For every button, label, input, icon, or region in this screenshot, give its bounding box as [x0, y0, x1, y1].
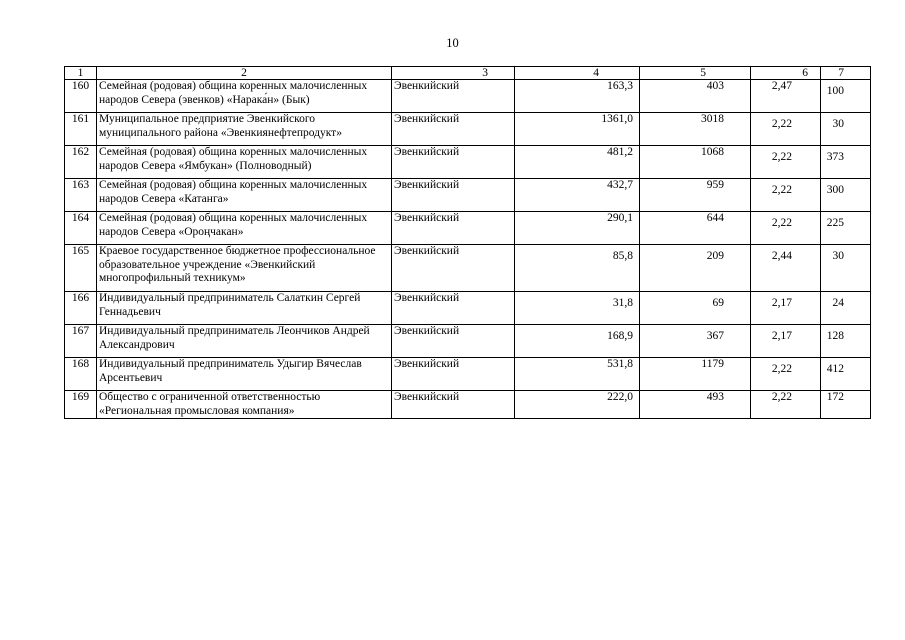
- table-row: [65, 212, 871, 245]
- district: Эвенкийский: [392, 358, 515, 391]
- value-col4: 1361,0: [515, 113, 640, 146]
- organization-name: Муниципальное предприятие Эвенкийского муниципального района «Эвенкиянефтепродукт»: [97, 113, 392, 146]
- column-header-6: 6: [751, 67, 821, 80]
- value-col7: 300: [821, 179, 871, 212]
- value-col6: 2,22: [751, 113, 821, 146]
- row-number: 163: [65, 179, 97, 212]
- organization-name: Семейная (родовая) община коренных малочисленных народов Севера «Катанга»: [97, 179, 392, 212]
- row-number: 168: [65, 358, 97, 391]
- value-col7: 100: [821, 80, 871, 113]
- district: Эвенкийский: [392, 391, 515, 419]
- table-row: [65, 292, 871, 325]
- organization-name: Индивидуальный предприниматель Леончиков Андрей Александрович: [97, 325, 392, 358]
- district: Эвенкийский: [392, 146, 515, 179]
- value-col5: 3018: [640, 113, 751, 146]
- value-col5: 209: [640, 245, 751, 292]
- value-col5: 644: [640, 212, 751, 245]
- value-col7: 30: [821, 245, 871, 292]
- page-number: 10: [446, 36, 459, 50]
- organization-name: Краевое государственное бюджетное профессиональное образовательное учреждение «Эвенкийский многопрофильный техникум»: [97, 245, 392, 292]
- column-header-5: 5: [640, 67, 751, 80]
- row-number: 164: [65, 212, 97, 245]
- value-col4: 531,8: [515, 358, 640, 391]
- row-number: 160: [65, 80, 97, 113]
- column-header-1: 1: [65, 67, 97, 80]
- table-row: [65, 146, 871, 179]
- column-header-7: 7: [821, 67, 871, 80]
- value-col4: 85,8: [515, 245, 640, 292]
- table-row: [65, 113, 871, 146]
- table-row: [65, 358, 871, 391]
- district: Эвенкийский: [392, 212, 515, 245]
- organization-name: Индивидуальный предприниматель Удыгир Вячеслав Арсентьевич: [97, 358, 392, 391]
- row-number: 169: [65, 391, 97, 419]
- value-col6: 2,22: [751, 212, 821, 245]
- data-table: [64, 66, 871, 419]
- organization-name: Индивидуальный предприниматель Салаткин Сергей Геннадьевич: [97, 292, 392, 325]
- value-col7: 172: [821, 391, 871, 419]
- row-number: 166: [65, 292, 97, 325]
- row-number: 162: [65, 146, 97, 179]
- value-col6: 2,17: [751, 292, 821, 325]
- value-col5: 367: [640, 325, 751, 358]
- value-col5: 959: [640, 179, 751, 212]
- table-row: [65, 391, 871, 419]
- value-col5: 69: [640, 292, 751, 325]
- district: Эвенкийский: [392, 179, 515, 212]
- value-col7: 225: [821, 212, 871, 245]
- value-col6: 2,22: [751, 146, 821, 179]
- value-col7: 30: [821, 113, 871, 146]
- value-col5: 1068: [640, 146, 751, 179]
- value-col6: 2,22: [751, 358, 821, 391]
- value-col7: 373: [821, 146, 871, 179]
- value-col6: 2,47: [751, 80, 821, 113]
- table-row: [65, 80, 871, 113]
- value-col4: 222,0: [515, 391, 640, 419]
- value-col5: 403: [640, 80, 751, 113]
- row-number: 167: [65, 325, 97, 358]
- district: Эвенкийский: [392, 113, 515, 146]
- district: Эвенкийский: [392, 325, 515, 358]
- value-col6: 2,17: [751, 325, 821, 358]
- district: Эвенкийский: [392, 245, 515, 292]
- value-col4: 432,7: [515, 179, 640, 212]
- value-col7: 24: [821, 292, 871, 325]
- organization-name: Семейная (родовая) община коренных малочисленных народов Севера (эвенков) «Нарака́н» (Бык): [97, 80, 392, 113]
- table-row: [65, 245, 871, 292]
- row-number: 161: [65, 113, 97, 146]
- value-col6: 2,44: [751, 245, 821, 292]
- organization-name: Семейная (родовая) община коренных малочисленных народов Севера «Ямбукан» (Полноводный): [97, 146, 392, 179]
- column-header-4: 4: [515, 67, 640, 80]
- column-header-row: [65, 67, 871, 80]
- value-col7: 128: [821, 325, 871, 358]
- district: Эвенкийский: [392, 80, 515, 113]
- row-number: 165: [65, 245, 97, 292]
- value-col4: 290,1: [515, 212, 640, 245]
- value-col4: 163,3: [515, 80, 640, 113]
- column-header-2: 2: [97, 67, 392, 80]
- value-col5: 493: [640, 391, 751, 419]
- value-col4: 481,2: [515, 146, 640, 179]
- column-header-3: 3: [392, 67, 515, 80]
- table-row: [65, 179, 871, 212]
- organization-name: Общество с ограниченной ответственностью «Региональная промысловая компания»: [97, 391, 392, 419]
- organization-name: Семейная (родовая) община коренных малочисленных народов Севера «Ороңчакан»: [97, 212, 392, 245]
- value-col4: 168,9: [515, 325, 640, 358]
- value-col6: 2,22: [751, 179, 821, 212]
- value-col7: 412: [821, 358, 871, 391]
- value-col4: 31,8: [515, 292, 640, 325]
- value-col6: 2,22: [751, 391, 821, 419]
- table-row: [65, 325, 871, 358]
- value-col5: 1179: [640, 358, 751, 391]
- district: Эвенкийский: [392, 292, 515, 325]
